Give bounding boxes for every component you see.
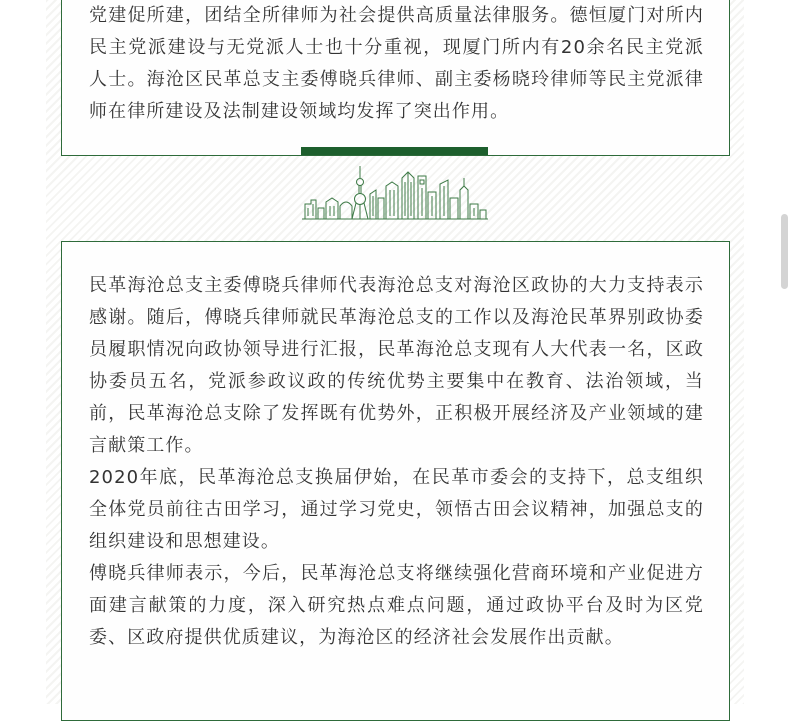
paragraph-gutian-study: 2020年底，民革海沧总支换届伊始，在民革市委会的支持下，总支组织全体党员前往古田学习，通过学习党史，领悟古田会议精神，加强总支的组织建设和思想建设。 xyxy=(89,467,704,552)
city-skyline-icon xyxy=(302,164,488,222)
section-accent-bar xyxy=(301,147,488,155)
paragraph-thanks-report: 民革海沧总支主委傅晓兵律师代表海沧总支对海沧区政协的大力支持表示感谢。随后，傅晓兵律师就民革海沧总支的工作以及海沧民革界别政协委员履职情况向政协领导进行汇报，民革海沧总支现有人大代表一名，区政协委员五名，党派参政议政的传统优势主要集中在教育、法治领域，当前，民革海沧总支除了发挥既有优势外，正积极开展经济及产业领域的建言献策工作。 xyxy=(89,275,704,456)
article-body xyxy=(89,270,704,654)
article-card-top xyxy=(61,0,730,156)
page-scrollbar[interactable] xyxy=(781,214,788,289)
paragraph-party-building: 党建促所建，团结全所律师为社会提供高质量法律服务。德恒厦门对所内民主党派建设与无党派人士也十分重视，现厦门所内有20余名民主党派人士。海沧区民革总支主委傅晓兵律师、副主委杨晓玲律师等民主党派律师在律所建设及法制建设领域均发挥了突出作用。 xyxy=(89,5,704,122)
article-card-bottom xyxy=(61,241,730,721)
paragraph-future-plan: 傅晓兵律师表示，今后，民革海沧总支将继续强化营商环境和产业促进方面建言献策的力度，深入研究热点难点问题，通过政协平台及时为区党委、区政府提供优质建议，为海沧区的经济社会发展作出贡献。 xyxy=(89,563,704,648)
